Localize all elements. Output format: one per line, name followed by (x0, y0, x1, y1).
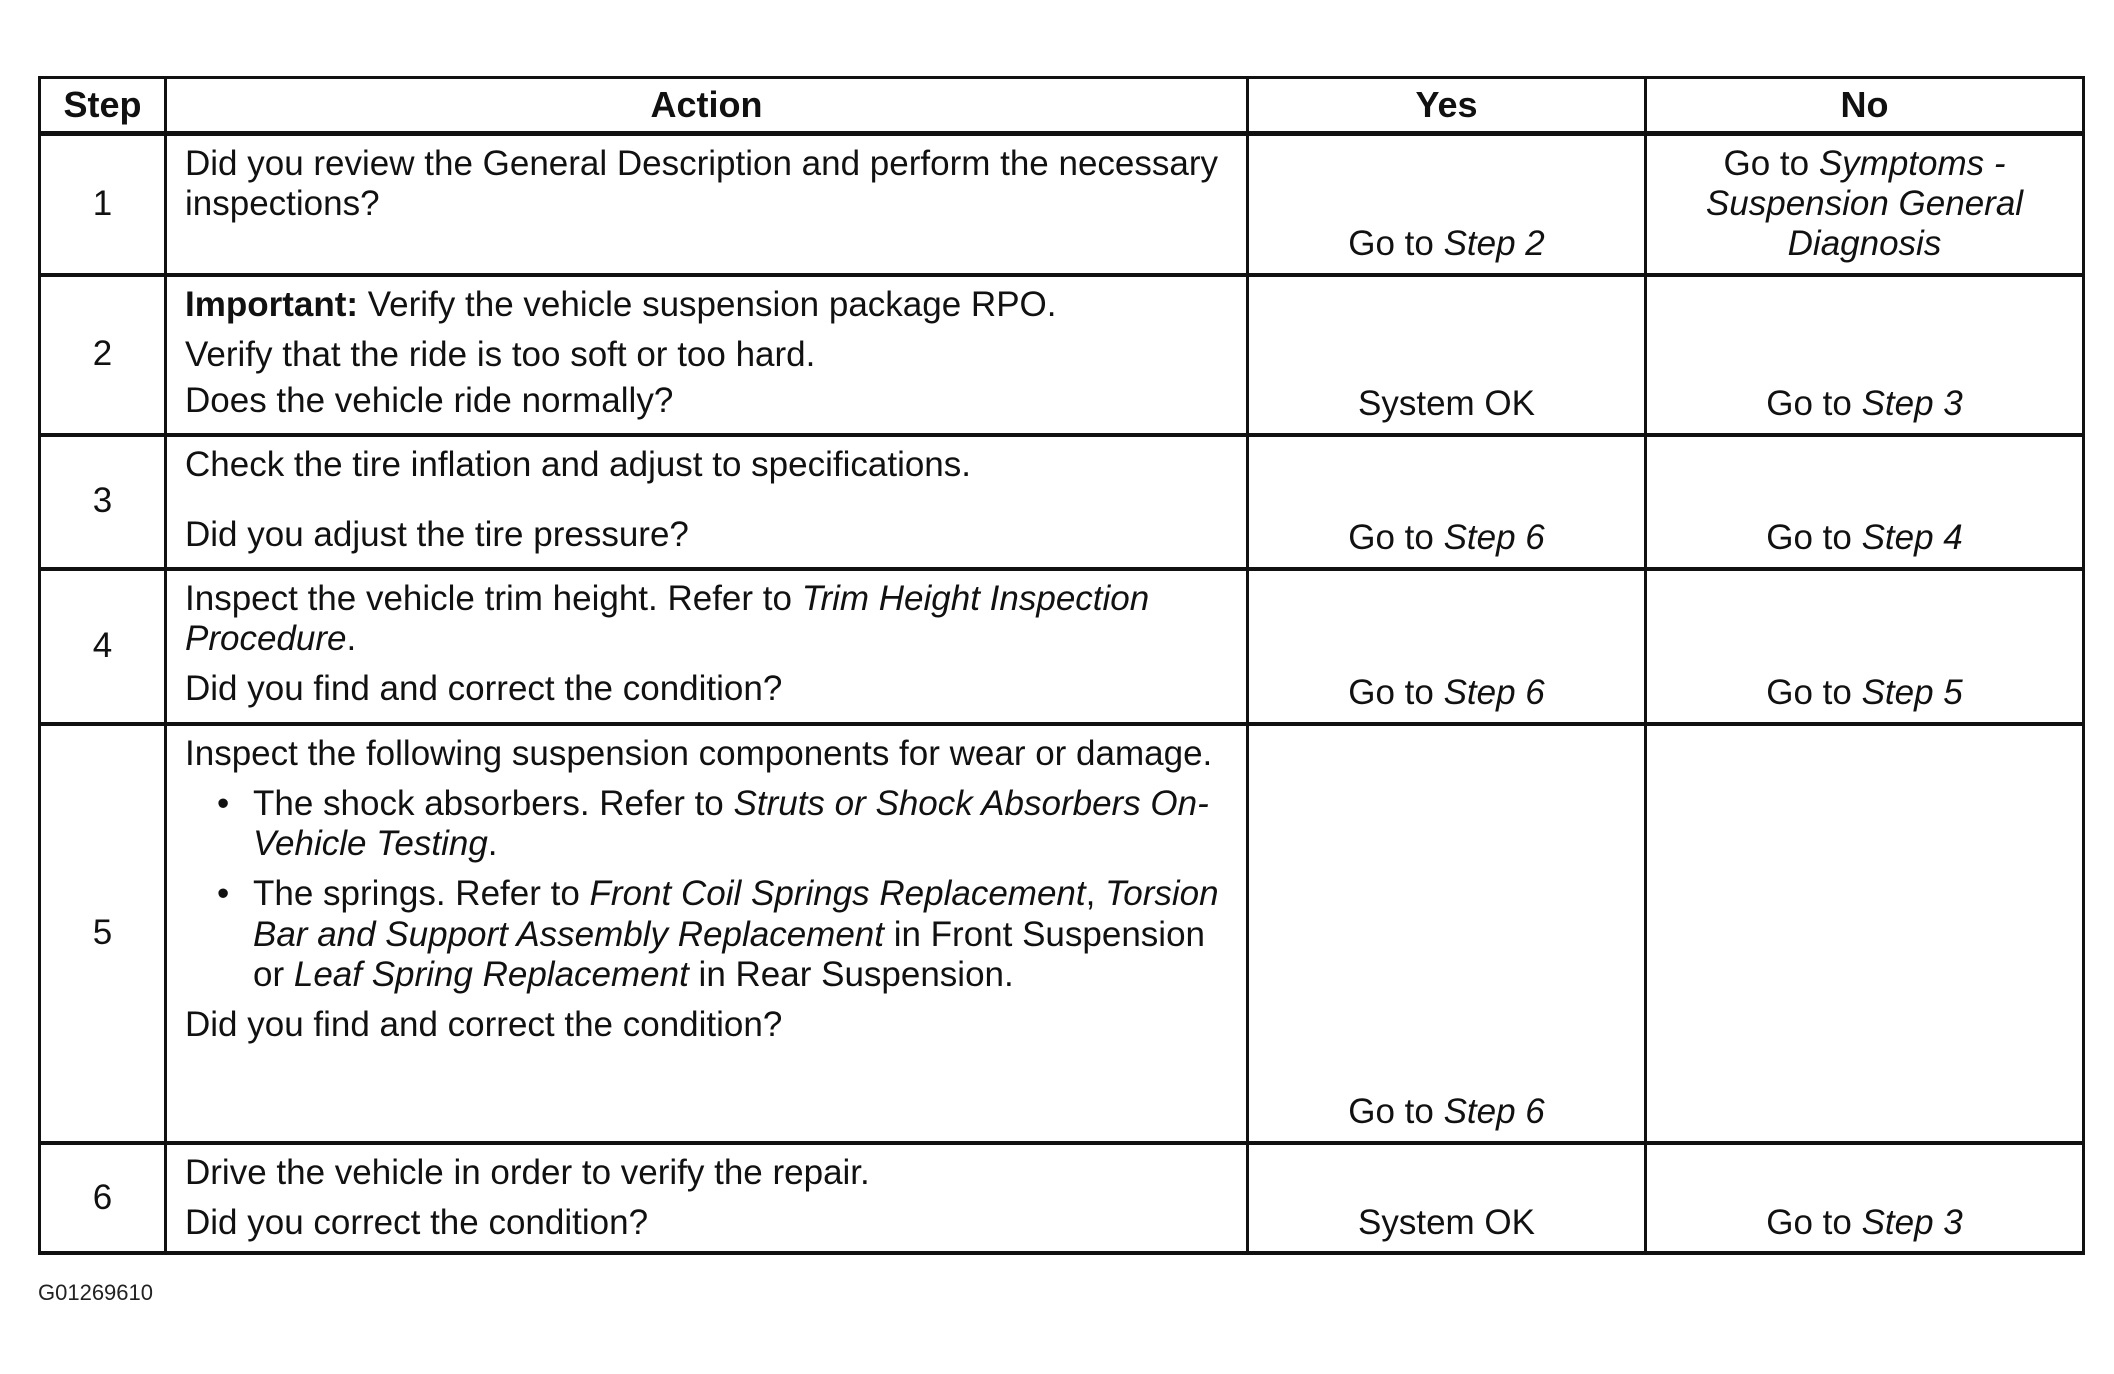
no-prefix: Go to (1766, 518, 1862, 558)
action-text-part: Inspect the vehicle trim height. Refer to (185, 578, 802, 618)
no-step-link[interactable]: Step 3 (1861, 384, 1963, 424)
no-step-link[interactable]: Step 4 (1861, 518, 1963, 558)
action-cell (166, 134, 1248, 275)
action-text: Did you review the General Description and perform the necessary inspections? (185, 144, 1218, 224)
table-row (40, 275, 2084, 435)
yes-prefix: Go to (1348, 673, 1444, 713)
bullet-text: The springs. Refer to (253, 874, 590, 914)
yes-cell (1248, 1143, 1646, 1254)
bullet-text-end: in Rear Suspension. (688, 954, 1014, 994)
action-text: Inspect the following suspension components for wear or damage. (185, 733, 1213, 773)
yes-step-link[interactable]: Step 2 (1443, 224, 1545, 264)
yes-prefix: Go to (1348, 224, 1444, 264)
header-step: Step (40, 78, 166, 134)
yes-step-link[interactable]: Step 6 (1443, 673, 1545, 713)
table-row (40, 724, 2084, 1143)
header-row (40, 78, 2084, 134)
important-text: Verify the vehicle suspension package RPO. (358, 284, 1057, 324)
trim-height-procedure-link[interactable]: Trim Height Inspection Procedure (185, 578, 1150, 658)
yes-prefix: Go to (1348, 518, 1444, 558)
important-label: Important: (185, 284, 359, 324)
action-text-end: . (346, 618, 357, 658)
list-item (185, 784, 1232, 865)
step-number: 3 (40, 435, 166, 569)
figure-id: G01269610 (38, 1280, 153, 1305)
action-question: Does the vehicle ride normally? (185, 381, 674, 420)
table-row (40, 569, 2084, 724)
step-number: 4 (40, 569, 166, 724)
yes-step-link[interactable]: Step 6 (1443, 1092, 1545, 1132)
no-cell (1646, 569, 2084, 724)
bullet-text: The shock absorbers. Refer to (253, 783, 734, 823)
bullet-separator: , (1085, 874, 1106, 914)
table-row (40, 1143, 2084, 1254)
step-number: 2 (40, 275, 166, 435)
no-cell (1646, 435, 2084, 569)
header-action: Action (166, 78, 1248, 134)
yes-prefix: Go to (1348, 1092, 1444, 1132)
step-number: 6 (40, 1143, 166, 1254)
yes-cell (1248, 275, 1646, 435)
action-cell (166, 569, 1248, 724)
action-question: Did you correct the condition? (185, 1202, 649, 1242)
yes-cell (1248, 134, 1646, 275)
header-no: No (1646, 78, 2084, 134)
bullet-icon: • (217, 783, 230, 823)
action-cell (166, 724, 1248, 1143)
yes-result: System OK (1358, 384, 1535, 424)
no-cell-empty (1646, 724, 2084, 1143)
header-yes: Yes (1248, 78, 1646, 134)
yes-cell (1248, 569, 1646, 724)
no-cell (1646, 134, 2084, 275)
table-row (40, 435, 2084, 569)
no-cell (1646, 275, 2084, 435)
bullet-icon: • (217, 874, 230, 914)
no-cell (1646, 1143, 2084, 1254)
no-prefix: Go to (1766, 1202, 1862, 1242)
no-prefix: Go to (1766, 384, 1862, 424)
yes-cell (1248, 435, 1646, 569)
no-step-link[interactable]: Step 5 (1861, 673, 1963, 713)
torsion-bar-link[interactable]: Torsion Bar and Support Assembly Replacement (253, 874, 1219, 954)
action-cell (166, 435, 1248, 569)
bullet-text-end: . (487, 824, 498, 863)
front-coil-springs-link[interactable]: Front Coil Springs Replacement (589, 874, 1086, 914)
action-text: Drive the vehicle in order to verify the repair. (185, 1152, 870, 1192)
no-step-link[interactable]: Step 3 (1861, 1202, 1963, 1242)
bullet-text-mid: in Front Suspension or (253, 914, 1205, 994)
diagnostic-table (38, 76, 2085, 1255)
important-note (185, 285, 1232, 325)
no-prefix: Go to (1766, 673, 1862, 713)
step-number: 5 (40, 724, 166, 1143)
step-number: 1 (40, 134, 166, 275)
no-prefix: Go to (1723, 143, 1819, 183)
list-item (185, 874, 1232, 995)
action-question: Did you adjust the tire pressure? (185, 514, 689, 554)
action-cell (166, 275, 1248, 435)
table-row (40, 134, 2084, 275)
leaf-spring-link[interactable]: Leaf Spring Replacement (293, 954, 689, 994)
no-symptoms-link[interactable]: Symptoms - Suspension General Diagnosis (1705, 143, 2024, 264)
shock-absorbers-testing-link[interactable]: Struts or Shock Absorbers On-Vehicle Testing (253, 783, 1209, 863)
yes-step-link[interactable]: Step 6 (1443, 518, 1545, 558)
action-question: Did you find and correct the condition? (185, 1005, 783, 1044)
action-text: Verify that the ride is too soft or too hard. (185, 334, 816, 374)
action-cell (166, 1143, 1248, 1254)
yes-result: System OK (1358, 1202, 1535, 1242)
action-text: Check the tire inflation and adjust to specifications. (185, 444, 971, 484)
action-question: Did you find and correct the condition? (185, 669, 783, 708)
yes-cell (1248, 724, 1646, 1143)
component-list (185, 784, 1232, 995)
action-text (185, 579, 1232, 660)
